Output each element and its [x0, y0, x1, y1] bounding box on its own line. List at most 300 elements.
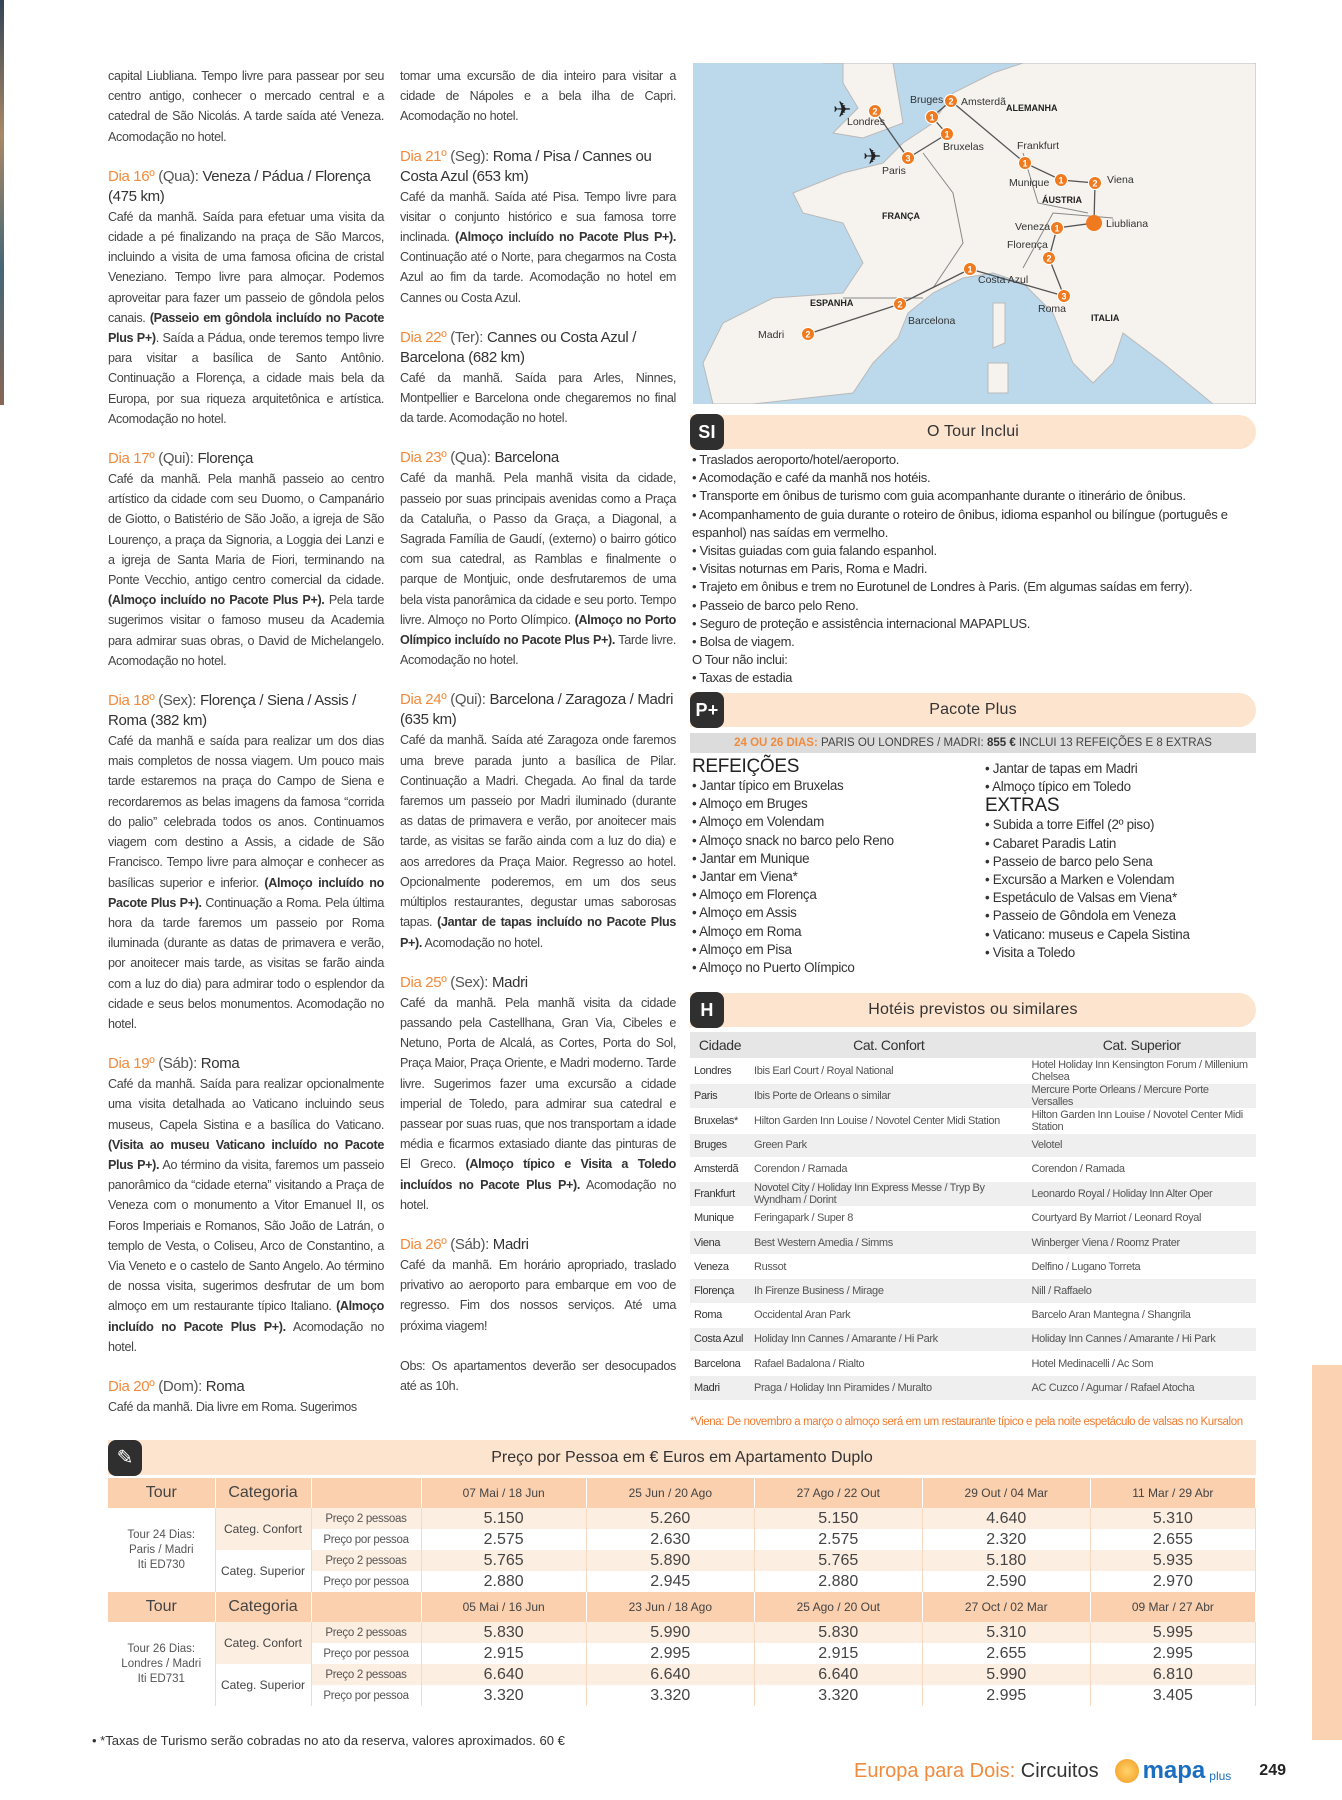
superior-hotel: Winberger Viena / Roomz Prater — [1028, 1231, 1256, 1255]
day-route: Barcelona / Zaragoza / Madri (635 km) — [400, 691, 674, 729]
not-included-title: O Tour não inclui: — [692, 652, 788, 668]
col-categoria: Categoria — [215, 1478, 311, 1508]
superior-hotel: AC Cuzco / Agumar / Rafael Atocha — [1028, 1376, 1256, 1400]
superior-hotel: Hilton Garden Inn Louise / Novotel Center Midi Station — [1028, 1108, 1256, 1133]
day-number: Dia 20º — [108, 1377, 155, 1395]
tour-inclui-header — [690, 415, 1256, 449]
banner-price: 855 € — [986, 737, 1016, 749]
price-row-label: Preço por pessoa — [311, 1685, 421, 1706]
day-weekday: (Sex): — [450, 973, 489, 991]
superior-hotel: Barcelo Aran Mantegna / Shangrila — [1028, 1303, 1256, 1327]
day-heading — [108, 1054, 384, 1074]
text-segment: Café da manhã. Saída para Arles, Ninnes, Montpellier e Barcelona onde chegaremos no final da tarde. Acomodação no hotel. — [400, 370, 676, 426]
city: Florença — [690, 1279, 750, 1303]
city-label: Paris — [882, 165, 906, 177]
day-heading — [400, 147, 676, 187]
text-segment: Café da manhã. Saída até Pisa. Tempo livre para visitar o conjunto histórico e sua famosa torre inclinada. — [400, 189, 676, 245]
city-marker-number: 3 — [1061, 291, 1067, 302]
included-item: • Traslados aeroporto/hotel/aeroporto. — [692, 452, 900, 467]
superior-hotel: Courtyard By Marriot / Leonard Royal — [1028, 1206, 1256, 1230]
price-value: 2.655 — [1090, 1529, 1255, 1550]
city-marker — [1086, 215, 1102, 231]
price-value: 2.655 — [922, 1643, 1090, 1664]
price-value: 2.630 — [586, 1529, 754, 1550]
included-item: • Transporte em ônibus de turismo com guia acompanhante durante o itinerário de ônibus. — [692, 488, 1186, 504]
country-label: ALEMANHA — [1006, 103, 1058, 113]
day-weekday: (Qua): — [158, 167, 199, 185]
city: Costa Azul — [690, 1327, 750, 1351]
hotel-row — [690, 1133, 1256, 1157]
price-row — [108, 1622, 1256, 1643]
day-weekday: (Seg): — [450, 147, 489, 165]
price-tag-icon: ✎ — [108, 1440, 142, 1476]
day-description — [400, 468, 676, 670]
day-number: Dia 17º — [108, 450, 155, 468]
extra-item: • Excursão a Marken e Volendam — [985, 872, 1175, 888]
text-block — [108, 66, 384, 147]
text-segment: Café da manhã. Saída para efetuar uma visita da cidade a pé finalizando na praça de São Marcos, incluindo a visita de uma famosa oficina de cristal Veneziano. Tempo livre para almoçar. Podemos aproveitar para fazer um passeio de gôndola pelos canais. — [108, 209, 384, 325]
pacote-plus-note: (Almoço incluído no Pacote Plus P+). — [455, 230, 677, 245]
price-value: 3.320 — [754, 1685, 922, 1706]
col-categoria: Categoria — [215, 1592, 311, 1622]
col-tour: Tour — [108, 1478, 215, 1508]
city-marker-number: 2 — [948, 96, 954, 107]
superior-hotel: Nill / Raffaelo — [1028, 1279, 1256, 1303]
logo-main: mapa — [1142, 1757, 1206, 1784]
city: Barcelona — [690, 1352, 750, 1376]
route-map — [693, 63, 1256, 404]
itinerary-column-1 — [108, 66, 384, 1437]
country-label: ESPANHA — [810, 298, 854, 308]
period-header: 27 Ago / 22 Out — [754, 1478, 922, 1508]
price-value: 2.320 — [922, 1529, 1090, 1550]
city-label: Londres — [847, 116, 885, 128]
price-value: 5.935 — [1090, 1550, 1255, 1571]
city: Munique — [690, 1206, 750, 1230]
extras-list — [985, 760, 1255, 962]
superior-hotel: Delfino / Lugano Torreta — [1028, 1255, 1256, 1279]
price-value: 6.640 — [586, 1664, 754, 1685]
meal-item: • Almoço em Florença — [692, 887, 817, 903]
city-label: Veneza — [1015, 221, 1051, 233]
price-value: 2.880 — [421, 1571, 586, 1592]
day-entry — [108, 167, 384, 429]
superior-hotel: Hotel Medinacelli / Ac Som — [1028, 1352, 1256, 1376]
tour-name-line: Iti ED730 — [137, 1558, 185, 1571]
city-label: Frankfurt — [1017, 140, 1060, 152]
price-value: 2.880 — [754, 1571, 922, 1592]
country-label: FRANÇA — [882, 211, 920, 221]
city-label: Costa Azul — [978, 274, 1029, 286]
hotel-row — [690, 1108, 1256, 1133]
day-description — [108, 731, 384, 1034]
extra-item: • Visita a Toledo — [985, 944, 1075, 960]
prices-header — [108, 1440, 1256, 1475]
day-route: Cannes ou Costa Azul / Barcelona (682 km) — [400, 328, 637, 366]
price-value: 3.320 — [421, 1685, 586, 1706]
pacote-plus-note: (Visita ao museu Vaticano incluído no Pacote Plus P+). — [108, 1137, 384, 1172]
itinerary-column-2 — [400, 66, 676, 1416]
banner-includes: INCLUI 13 REFEIÇÕES E 8 EXTRAS — [1015, 737, 1212, 749]
confort-hotel: Praga / Holiday Inn Piramides / Muralto — [750, 1376, 1028, 1400]
price-value: 5.990 — [586, 1622, 754, 1643]
superior-hotel: Hotel Holiday Inn Kensington Forum / Millenium Chelsea — [1028, 1058, 1256, 1083]
day-description — [108, 469, 384, 671]
day-description — [400, 187, 676, 308]
period-header: 11 Mar / 29 Abr — [1090, 1478, 1255, 1508]
confort-hotel: Novotel City / Holiday Inn Express Messe / Tryp By Wyndham / Dorint — [750, 1181, 1028, 1206]
price-value: 2.995 — [586, 1643, 754, 1664]
price-value: 5.310 — [1090, 1508, 1255, 1529]
text-segment: Acomodação no hotel. — [400, 1177, 676, 1212]
meal-item: • Almoço snack no barco pelo Reno — [692, 832, 894, 848]
confort-hotel: Green Park — [750, 1133, 1028, 1157]
day-entry — [108, 1377, 384, 1417]
pacote-plus-note: (Almoço incluído no Pacote Plus P+). — [108, 1299, 384, 1334]
meal-item: • Almoço em Volendam — [692, 814, 824, 830]
day-number: Dia 16º — [108, 167, 155, 185]
price-value: 5.995 — [1090, 1622, 1255, 1643]
included-item: • Visitas noturnas em Paris, Roma e Madri. — [692, 561, 928, 577]
day-entry — [108, 691, 384, 1034]
meal-item: • Almoço em Pisa — [692, 941, 792, 957]
category-name: Categ. Confort — [215, 1508, 311, 1550]
pacote-plus-note: (Almoço incluído no Pacote Plus P+). — [108, 593, 325, 608]
day-number: Dia 24º — [400, 691, 447, 709]
period-header: 25 Jun / 20 Ago — [586, 1478, 754, 1508]
day-description — [400, 368, 676, 429]
pacote-plus-note: (Almoço no Porto Olímpico incluído no Pacote Plus P+). — [400, 612, 676, 648]
included-item: • Passeio de barco pelo Reno. — [692, 597, 859, 613]
included-item: • Bolsa de viagem. — [692, 634, 795, 650]
extra-item: • Subida a torre Eiffel (2º piso) — [985, 817, 1155, 833]
col-superior: Cat. Superior — [1028, 1032, 1256, 1058]
city: Bruges — [690, 1133, 750, 1157]
price-value: 2.575 — [421, 1529, 586, 1550]
price-row-label: Preço por pessoa — [311, 1643, 421, 1664]
period-header: 05 Mai / 16 Jun — [421, 1592, 586, 1622]
day-description — [108, 66, 384, 147]
mapaplus-logo — [1115, 1757, 1232, 1785]
logo-sun-icon — [1115, 1759, 1139, 1783]
meal-item: • Jantar típico em Bruxelas — [692, 778, 844, 793]
price-value: 2.995 — [1090, 1643, 1255, 1664]
price-value: 5.890 — [586, 1550, 754, 1571]
period-header: 29 Out / 04 Mar — [922, 1478, 1090, 1508]
included-item: • Trajeto em ônibus e trem no Eurotunel de Londres à Paris. (Em algumas saídas em ferry). — [692, 579, 1193, 595]
day-description — [400, 730, 676, 952]
city: Roma — [690, 1303, 750, 1327]
city-label: Amsterdã — [961, 96, 1006, 108]
included-item: • Seguro de proteção e assistência internacional MAPAPLUS. — [692, 615, 1031, 631]
city-marker-number: 1 — [929, 112, 935, 123]
price-value: 2.945 — [586, 1571, 754, 1592]
banner-route: PARIS OU LONDRES / MADRI: — [817, 737, 987, 749]
day-entry — [400, 448, 676, 670]
confort-hotel: Ibis Earl Court / Royal National — [750, 1058, 1028, 1083]
pacote-plus-note: (Passeio em gôndola incluído no Pacote Plus P+) — [108, 310, 385, 346]
tour-inclui-list — [692, 451, 1258, 688]
superior-hotel: Mercure Porte Orleans / Mercure Porte Versalles — [1028, 1083, 1256, 1108]
day-heading — [400, 448, 676, 468]
not-included-item: • Taxas de estadia — [692, 670, 793, 686]
day-route: Florença / Siena / Assis / Roma (382 km) — [108, 692, 356, 730]
city: Bruxelas* — [690, 1108, 750, 1133]
hotel-row — [690, 1303, 1256, 1327]
day-heading — [400, 328, 676, 368]
day-route: Roma / Pisa / Cannes ou Costa Azul (653 km) — [400, 147, 652, 185]
col-blank — [311, 1592, 421, 1622]
day-entry — [400, 147, 676, 308]
day-number: Dia 19º — [108, 1055, 155, 1073]
prices-title: Preço por Pessoa em € Euros em Apartamento Duplo — [491, 1449, 873, 1466]
price-value: 2.995 — [922, 1685, 1090, 1706]
price-row-label: Preço 2 pessoas — [311, 1550, 421, 1571]
city: Amsterdã — [690, 1157, 750, 1181]
tour-inclui-title: O Tour Inclui — [926, 423, 1020, 440]
city-marker-number: 1 — [1058, 175, 1064, 186]
price-value: 6.640 — [754, 1664, 922, 1685]
day-number: Dia 25º — [400, 973, 447, 991]
day-weekday: (Sáb): — [450, 1235, 489, 1253]
price-value: 5.150 — [754, 1508, 922, 1529]
hotels-title: Hotéis previstos ou similares — [868, 1001, 1078, 1018]
city-label: Munique — [1009, 177, 1050, 189]
price-value: 5.830 — [754, 1622, 922, 1643]
banner-days: 24 OU 26 DIAS: — [734, 737, 818, 749]
price-row-label: Preço 2 pessoas — [311, 1508, 421, 1529]
col-blank — [311, 1478, 421, 1508]
day-heading — [400, 690, 676, 730]
category-name: Categ. Confort — [215, 1622, 311, 1664]
price-value: 2.915 — [754, 1643, 922, 1664]
city-marker-number: 1 — [967, 264, 973, 275]
col-cidade: Cidade — [690, 1032, 750, 1058]
price-row — [108, 1508, 1256, 1529]
extra-item: • Cabaret Paradis Latin — [985, 835, 1117, 851]
prices-table — [108, 1478, 1256, 1706]
col-confort: Cat. Confort — [750, 1032, 1028, 1058]
confort-hotel: Rafael Badalona / Rialto — [750, 1352, 1028, 1376]
day-number: Dia 18º — [108, 692, 155, 710]
day-description — [108, 1397, 384, 1417]
text-block — [400, 1356, 676, 1396]
text-segment: capital Liubliana. Tempo livre para passear por seu centro antigo, conhecer o mercado central e a catedral de São Nicolás. A tarde saída até Veneza. Acomodação no hotel. — [108, 69, 384, 144]
city-marker-number: 3 — [905, 153, 911, 164]
tour-name-line: Londres / Madri — [121, 1657, 202, 1670]
day-description — [400, 1356, 676, 1396]
pacote-plus-header — [690, 693, 1256, 727]
meal-item: • Almoço típico em Toledo — [985, 779, 1131, 795]
meals-title: REFEIÇÕES — [692, 756, 800, 777]
confort-hotel: Feringapark / Super 8 — [750, 1206, 1028, 1230]
col-tour: Tour — [108, 1592, 215, 1622]
day-number: Dia 22º — [400, 328, 447, 346]
day-route: Roma — [200, 1055, 240, 1073]
hotels-header — [690, 993, 1256, 1027]
city-label: Madri — [758, 329, 785, 341]
day-description — [108, 1074, 384, 1357]
day-weekday: (Dom): — [158, 1377, 202, 1395]
hotel-row — [690, 1231, 1256, 1255]
price-row — [108, 1550, 1256, 1571]
day-route: Barcelona — [494, 449, 559, 467]
text-segment: Café da manhã. Saída até Zaragoza onde faremos uma breve parada junto a basílica de Pilar. Continuação a Madri. Chegada. Ao final da tarde faremos um passeio por Madri iluminado (durante as datas de primavera e verão, por anoitecer mais tarde, as visitas se farão ainda com a luz do dia) e aos arredores da Praça Maior. Regresso ao hotel. Opcionalmente poderemos, em um dos seus múltiplos restaurantes, degustar umas saborosas tapas. — [400, 733, 676, 930]
superior-hotel: Holiday Inn Cannes / Amarante / Hi Park — [1028, 1327, 1256, 1351]
price-value: 4.640 — [922, 1508, 1090, 1529]
day-description — [108, 207, 384, 429]
city-marker-number: 1 — [1054, 223, 1060, 234]
period-header: 07 Mai / 18 Jun — [421, 1478, 586, 1508]
city: Paris — [690, 1083, 750, 1108]
price-value: 5.765 — [421, 1550, 586, 1571]
day-route: Madri — [492, 1235, 529, 1253]
viena-note: *Viena: De novembro a março o almoço será em um restaurante típico e pela noite espetáculo de valsas no Kursalon — [690, 1416, 1243, 1428]
confort-hotel: Corendon / Ramada — [750, 1157, 1028, 1181]
city-label: Florença — [1007, 239, 1048, 251]
text-segment: Tarde livre. Acomodação no hotel. — [400, 633, 677, 668]
page-edge-image-strip — [0, 0, 4, 405]
included-item: • Visitas guiadas com guia falando espanhol. — [692, 543, 937, 559]
day-weekday: (Sex): — [158, 692, 197, 710]
day-heading — [108, 691, 384, 731]
price-row-label: Preço por pessoa — [311, 1571, 421, 1592]
day-entry — [108, 1054, 384, 1357]
day-route: Florença — [197, 450, 254, 468]
price-row — [108, 1664, 1256, 1685]
day-weekday: (Qua): — [450, 449, 491, 467]
day-heading — [108, 449, 384, 469]
day-description — [400, 1255, 676, 1336]
text-segment: Acomodação no hotel. — [422, 935, 543, 950]
price-header-row — [108, 1592, 1256, 1622]
footer-category: Circuitos — [1020, 1759, 1099, 1782]
price-value: 5.310 — [922, 1622, 1090, 1643]
city-marker-number: 2 — [872, 106, 878, 117]
price-value: 5.990 — [922, 1664, 1090, 1685]
city-label: Roma — [1038, 303, 1067, 315]
extras-title: EXTRAS — [985, 795, 1060, 817]
day-entry — [400, 690, 676, 952]
tour-name-line: Iti ED731 — [137, 1672, 185, 1685]
city: Veneza — [690, 1255, 750, 1279]
page-number: 249 — [1259, 1762, 1286, 1779]
text-segment: Continuação a Roma. Pela última hora da tarde faremos um passeio por Roma iluminada (durante as datas de primavera e verão, por anoitecer mais tarde, as visitas se farão ainda com a luz do dia) para admirar todo o esplendor da cidade e seus belos monumentos. Acomodação no hotel. — [108, 895, 384, 1031]
superior-hotel: Leonardo Royal / Holiday Inn Alter Oper — [1028, 1181, 1256, 1206]
day-heading — [400, 973, 676, 993]
price-value: 5.765 — [754, 1550, 922, 1571]
day-heading — [400, 1235, 676, 1255]
pacote-plus-title: Pacote Plus — [929, 701, 1017, 718]
extra-item: • Passeio de Gôndola em Veneza — [985, 908, 1176, 924]
side-tab — [1312, 1365, 1342, 1740]
confort-hotel: Hilton Garden Inn Louise / Novotel Center Midi Station — [750, 1108, 1028, 1133]
confort-hotel: Occidental Aran Park — [750, 1303, 1028, 1327]
text-segment: Café da manhã. Pela manhã visita da cidade passando pela Castellhana, Gran Via, Cibeles e Netuno, Porta de Alcalá, as Cortes, Porta do Sol, Praça Maior, Praça Oriente, e Madri moderno. Tarde livre. Sugerimos fazer uma excursão a cidade imperial de Toledo, para admirar sua catedral e passear por suas ruas, que nos transportam a idade média e ficarmos extasiado diante das pinturas de El Greco. — [400, 995, 676, 1172]
tour-name-line: Paris / Madri — [128, 1543, 194, 1556]
price-value: 5.830 — [421, 1622, 586, 1643]
hotel-row — [690, 1279, 1256, 1303]
hotel-row — [690, 1352, 1256, 1376]
pacote-plus-note: (Almoço típico e Visita a Toledo incluídos no Pacote Plus P+). — [400, 1157, 676, 1192]
price-header-row — [108, 1478, 1256, 1508]
tax-footnote: • *Taxas de Turismo serão cobradas no ato da reserva, valores aproximados. 60 € — [92, 1733, 565, 1748]
text-segment: Pela tarde sugerimos visitar o famoso museu da Academia para admirar suas obras, o David de Michelangelo. Acomodação no hotel. — [108, 593, 384, 668]
meal-item: • Almoço em Bruges — [692, 796, 808, 812]
city-label: Bruges — [910, 94, 944, 106]
hotel-row — [690, 1376, 1256, 1400]
hotels-table — [690, 1032, 1256, 1400]
superior-hotel: Corendon / Ramada — [1028, 1157, 1256, 1181]
p-plus-icon: P+ — [690, 692, 724, 728]
country-label: ÁUSTRIA — [1042, 195, 1082, 205]
price-row-label: Preço 2 pessoas — [311, 1664, 421, 1685]
hotel-row — [690, 1327, 1256, 1351]
city: Viena — [690, 1231, 750, 1255]
meal-item: • Almoço em Assis — [692, 905, 797, 921]
airplane-icon: ✈ — [863, 144, 882, 169]
city-marker-number: 2 — [805, 329, 811, 340]
day-route: Roma — [205, 1377, 245, 1395]
meal-item: • Jantar em Viena* — [692, 869, 798, 885]
day-number: Dia 23º — [400, 449, 447, 467]
price-value: 5.150 — [421, 1508, 586, 1529]
day-description — [400, 993, 676, 1215]
city-label: Bruxelas — [943, 141, 984, 153]
text-block — [400, 66, 676, 127]
day-description — [400, 66, 676, 127]
extra-item: • Espetáculo de Valsas em Viena* — [985, 890, 1177, 906]
city-marker-number: 2 — [1046, 253, 1052, 264]
tour-name-line: Tour 26 Dias: — [127, 1642, 196, 1655]
meals-list — [692, 757, 982, 977]
hotel-row — [690, 1157, 1256, 1181]
si-icon: SI — [690, 414, 724, 450]
tour-name-line: Tour 24 Dias: — [127, 1528, 196, 1541]
text-segment: tomar uma excursão de dia inteiro para visitar a cidade de Nápoles e a bela ilha de Capri. Acomodação no hotel. — [400, 69, 676, 124]
price-value: 6.640 — [421, 1664, 586, 1685]
city-label: Viena — [1107, 174, 1134, 186]
pacote-plus-note: (Jantar de tapas incluído no Pacote Plus P+). — [400, 915, 677, 950]
day-weekday: (Qui): — [158, 450, 194, 468]
text-segment: Café da manhã e saída para realizar um dos dias mais completos de nossa viagem. Um pouco mais tarde estaremos na praça do Campo de Siena e recordaremos as belas imagens da famosa “corrida do palio” celebrada todos os anos. Continuamos viagem com destino a Assis, a cidade de São Francisco. Tempo livre para almoçar e conhecer as basílicas superior e inferior. — [108, 734, 384, 890]
included-item: • Acomodação e café da manhã nos hotéis. — [692, 470, 931, 486]
price-value: 2.590 — [922, 1571, 1090, 1592]
day-entry — [400, 328, 676, 429]
tour-name — [108, 1508, 215, 1592]
airplane-icon: ✈ — [833, 97, 852, 122]
day-entry — [108, 449, 384, 671]
pacote-plus-note: (Almoço incluído no Pacote Plus P+). — [108, 875, 384, 910]
meal-item: • Almoço em Roma — [692, 923, 802, 939]
confort-hotel: Ibis Porte de Orleans o similar — [750, 1083, 1028, 1108]
day-weekday: (Sáb): — [158, 1055, 197, 1073]
city: Frankfurt — [690, 1181, 750, 1206]
price-value: 6.810 — [1090, 1664, 1255, 1685]
included-item: • Acompanhamento de guia durante o roteiro de ônibus, idioma espanhol ou bilíngue (português e espanhol) nas saídas em vermelho. — [692, 506, 1228, 540]
price-value: 5.260 — [586, 1508, 754, 1529]
confort-hotel: Russot — [750, 1255, 1028, 1279]
confort-hotel: Ih Firenze Business / Mirage — [750, 1279, 1028, 1303]
day-heading — [108, 167, 384, 207]
price-value: 3.405 — [1090, 1685, 1255, 1706]
city-marker-number: 1 — [944, 129, 950, 140]
day-weekday: (Ter): — [450, 328, 484, 346]
period-header: 25 Ago / 20 Out — [754, 1592, 922, 1622]
day-route: Madri — [491, 973, 528, 991]
logo-sub: plus — [1209, 1769, 1232, 1783]
page-footer — [854, 1756, 1286, 1786]
